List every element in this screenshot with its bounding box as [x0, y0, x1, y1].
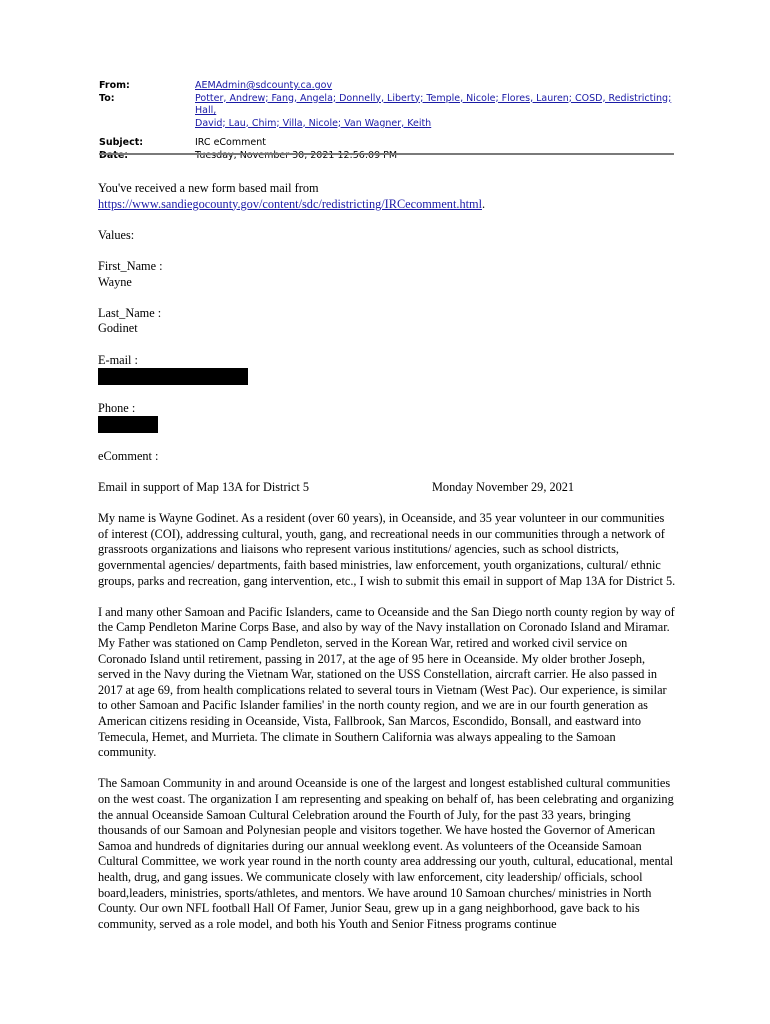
subject-value: IRC eComment — [195, 137, 266, 148]
ecomment-label: eComment : — [98, 448, 159, 463]
email-redaction — [98, 368, 248, 385]
comment-paragraph: The Samoan Community in and around Oceanside is one of the largest and longest established cultural communities on the west coast. The organization I am representing and speaking on behalf of, has been celebrating and organizing the annual Oceanside Samoan Cultural Celebration around the Fourth of July, for the past 33 years, bringing thousands of our Samoan and Polynesian people and visitors together. We have hosted the Governor of American Samoa and hundreds of dignitaries during our annual weeklong event. As volunteers of the Oceanside Samoan Cultural Committee, we work year round in the north county area addressing our youth, cultural, educational, mental health, drug, and gang issues. We communicate closely with law enforcement, city leadership/ officials, school board,leaders, ministries, sports/athletes, and mentors. We have around 10 Samoan churches/ ministries in North County. Our own NFL football Hall Of Famer, Junior Seau, grew up in a gang neighborhood, gave back to his community, served as a role model, and both his Youth and Senior Fitness programs continue — [98, 776, 674, 931]
last-name-value: Godinet — [98, 321, 138, 336]
subject-label: Subject: — [99, 137, 144, 148]
first-name-value: Wayne — [98, 274, 132, 289]
intro-paragraph — [98, 181, 676, 212]
to-row — [99, 93, 674, 131]
date-row — [99, 150, 674, 163]
comment-paragraphs — [98, 511, 676, 932]
first-name-label: First_Name : — [98, 258, 163, 273]
first-name-field — [98, 259, 676, 290]
email-date: Monday November 29, 2021 — [432, 480, 575, 495]
intro-text: You've received a new form based mail from — [98, 181, 319, 195]
to-recipients-line-1[interactable]: Potter, Andrew; Fang, Angela; Donnelly, Liberty; Temple, Nicole; Flores, Lauren; COSD, Redistricting; Hall, — [195, 92, 672, 116]
email-label: E-mail : — [98, 352, 138, 367]
date-value: Tuesday, November 30, 2021 12:56:09 PM — [195, 149, 398, 161]
phone-label: Phone : — [98, 400, 136, 415]
last-name-field — [98, 306, 676, 337]
form-url-link[interactable]: https://www.sandiegocounty.gov/content/sdc/redistricting/IRCecomment.html — [98, 196, 482, 211]
values-label: Values: — [98, 227, 135, 242]
from-row — [99, 80, 674, 93]
phone-field — [98, 401, 676, 434]
phone-redaction — [98, 416, 158, 433]
email-header — [99, 80, 674, 162]
last-name-label: Last_Name : — [98, 305, 162, 320]
email-subject: Email in support of Map 13A for District 5 — [98, 480, 310, 495]
email-subject-row — [98, 480, 676, 496]
url-suffix: . — [482, 196, 486, 211]
email-body — [98, 181, 676, 948]
email-field — [98, 353, 676, 386]
comment-paragraph: I and many other Samoan and Pacific Islanders, came to Oceanside and the San Diego north county region by way of the Camp Pendleton Marine Corps Base, and also by way of the Navy installation on Coronado Island and Miramar. My Father was stationed on Camp Pendleton, served in the Korean War, retired and worked civil service on Coronado Island until retirement, passing in 2017, at the age of 95 here in Oceanside. My older brother Joseph, served in the Navy during the Vietnam War, stationed on the USS Constellation, aircraft carrier. He also passed in 2017 at age 69, from health complications related to several tours in Vietnam (West Pac). Our experience, is similar to other Samoan and Pacific Islander families' in the north county region, and we are in our fourth generation as American citizens residing in Oceanside, Vista, Fallbrook, San Marcos, Escondido, Bonsall, and eastward into Temecula, Hemet, and Murrieta. The climate in Southern California was always appealing to the Samoan community. — [98, 604, 675, 760]
date-label: Date: — [99, 149, 129, 161]
subject-row — [99, 137, 674, 150]
comment-paragraph: My name is Wayne Godinet. As a resident (over 60 years), in Oceanside, and 35 year volunteer in our communities of interest (COI), addressing cultural, youth, gang, and recreational needs in our communities through a network of grassroots organizations and liaisons who represent various institutions/ agencies, such as school districts, governmental agencies/ departments, faith based ministries, law enforcement, youth organizations, cultural/ ethnic groups, parks and recreation, gang intervention, etc., I wish to submit this email in support of Map 13A for District 5. — [98, 511, 676, 588]
from-email-link[interactable]: AEMAdmin@sdcounty.ca.gov — [195, 80, 333, 91]
to-label: To: — [99, 92, 115, 104]
from-label: From: — [99, 80, 130, 91]
to-recipients-line-2[interactable]: David; Lau, Chim; Villa, Nicole; Van Wagner, Keith — [195, 117, 432, 129]
header-divider — [99, 153, 674, 155]
